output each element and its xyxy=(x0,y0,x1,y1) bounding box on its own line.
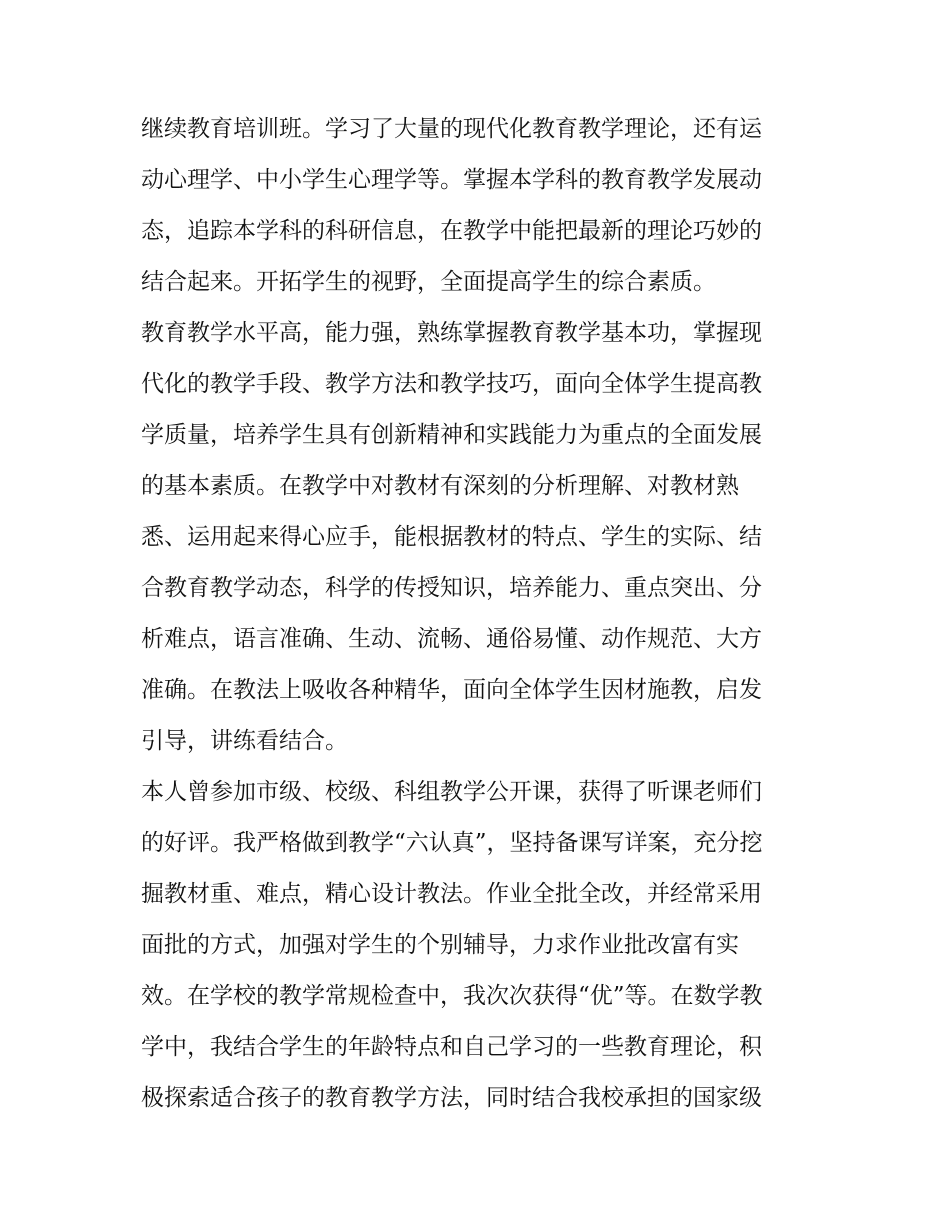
text-line: 教育教学水平高，能力强，熟练掌握教育教学基本功，掌握现 xyxy=(141,320,762,346)
text-line: 的好评。我严格做到教学“六认真”，坚持备课写详案，充分挖 xyxy=(141,830,763,856)
text-line: 继续教育培训班。学习了大量的现代化教育教学理论，还有运 xyxy=(141,116,762,142)
text-line: 准确。在教法上吸收各种精华，面向全体学生因材施教，启发 xyxy=(141,677,762,703)
body-text xyxy=(141,104,831,1124)
text-line: 学质量，培养学生具有创新精神和实践能力为重点的全面发展 xyxy=(141,422,762,448)
text-line: 面批的方式，加强对学生的个别辅导，力求作业批改富有实 xyxy=(141,932,739,958)
text-line: 极探索适合孩子的教育教学方法，同时结合我校承担的国家级 xyxy=(141,1085,762,1111)
text-line: 析难点，语言准确、生动、流畅、通俗易懂、动作规范、大方 xyxy=(141,626,762,652)
text-line: 动心理学、中小学生心理学等。掌握本学科的教育教学发展动 xyxy=(141,167,762,193)
text-line: 的基本素质。在教学中对教材有深刻的分析理解、对教材熟 xyxy=(141,473,739,499)
text-line: 态，追踪本学科的科研信息，在教学中能把最新的理论巧妙的 xyxy=(141,218,762,244)
text-line: 本人曾参加市级、校级、科组教学公开课，获得了听课老师们 xyxy=(141,779,762,805)
text-line: 结合起来。开拓学生的视野，全面提高学生的综合素质。 xyxy=(141,269,716,295)
text-line: 合教育教学动态，科学的传授知识，培养能力、重点突出、分 xyxy=(141,575,762,601)
text-line: 掘教材重、难点，精心设计教法。作业全批全改，并经常采用 xyxy=(141,881,762,907)
text-line: 引导，讲练看结合。 xyxy=(141,728,348,754)
text-line: 学中，我结合学生的年龄特点和自己学习的一些教育理论，积 xyxy=(141,1034,762,1060)
text-line: 代化的教学手段、教学方法和教学技巧，面向全体学生提高教 xyxy=(141,371,762,397)
text-line: 效。在学校的教学常规检查中，我次次获得“优”等。在数学教 xyxy=(141,983,763,1009)
text-line: 悉、运用起来得心应手，能根据教材的特点、学生的实际、结 xyxy=(141,524,762,550)
